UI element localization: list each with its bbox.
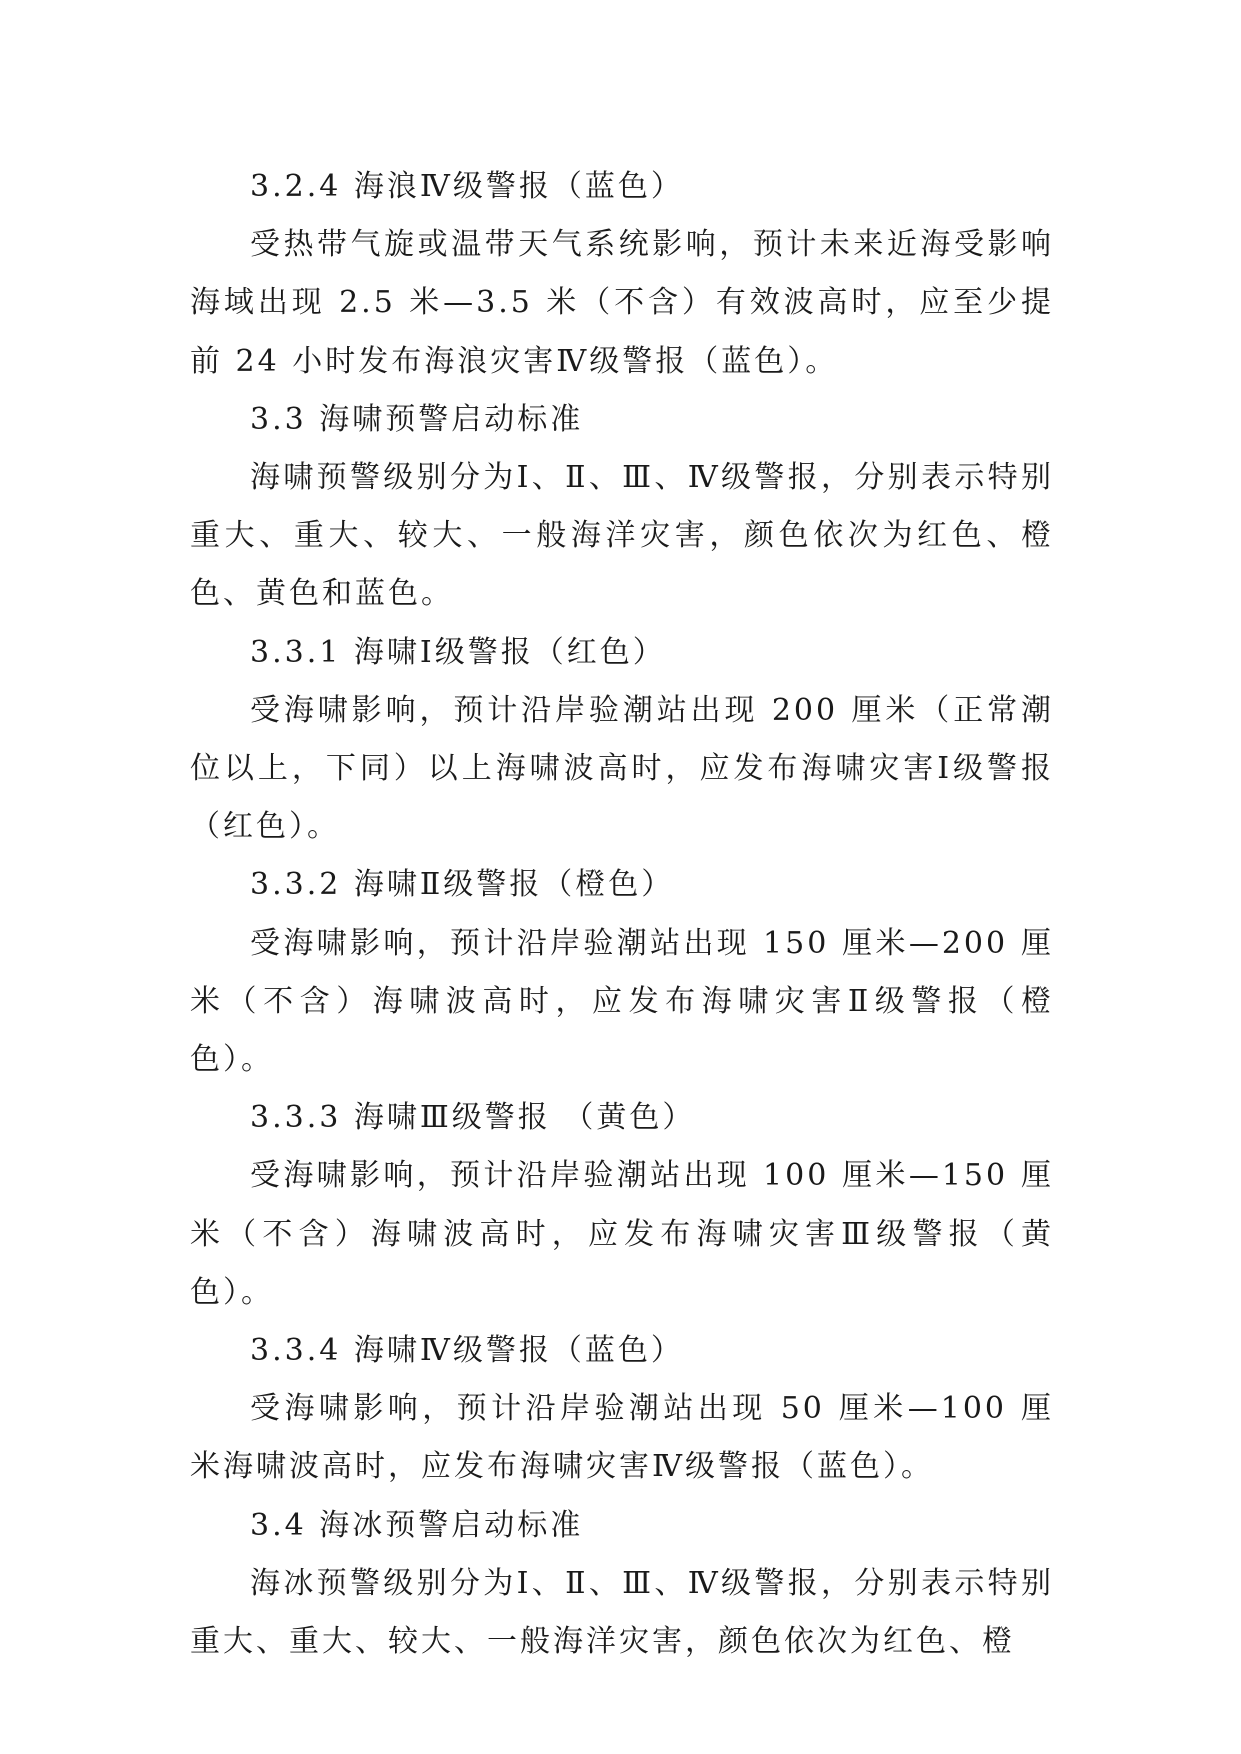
paragraph-tsunami-red-warning: 受海啸影响，预计沿岸验潮站出现 200 厘米（正常潮位以上，下同）以上海啸波高时，应发布海啸灾害Ⅰ级警报（红色）。 [190, 692, 1054, 845]
document-body [190, 158, 1054, 1671]
section-heading-3-3-3: 3.3.3 海啸Ⅲ级警报 （黄色） [250, 1100, 696, 1136]
section-heading-3-2-4: 3.2.4 海浪Ⅳ级警报（蓝色） [250, 169, 684, 204]
paragraph-tsunami-orange-warning: 受海啸影响，预计沿岸验潮站出现 150 厘米—200 厘米（不含）海啸波高时，应发布海啸灾害Ⅱ级警报（橙色）。 [190, 925, 1054, 1078]
section-heading-3-3-1: 3.3.1 海啸Ⅰ级警报（红色） [250, 634, 666, 670]
section-heading-3-4: 3.4 海冰预警启动标准 [250, 1507, 584, 1543]
paragraph-sea-ice-levels: 海冰预警级别分为Ⅰ、Ⅱ、Ⅲ、Ⅳ级警报，分别表示特别重大、重大、较大、一般海洋灾害，颜色依次为红色、橙 [190, 1565, 1054, 1660]
paragraph-wave-blue-warning: 受热带气旋或温带天气系统影响，预计未来近海受影响海域出现 2.5 米—3.5 米（不含）有效波高时，应至少提前 24 小时发布海浪灾害Ⅳ级警报（蓝色）。 [190, 227, 1054, 379]
section-heading-3-3: 3.3 海啸预警启动标准 [250, 401, 584, 437]
paragraph-tsunami-yellow-warning: 受海啸影响，预计沿岸验潮站出现 100 厘米—150 厘米（不含）海啸波高时，应发布海啸灾害Ⅲ级警报（黄色）。 [190, 1158, 1054, 1310]
section-heading-3-3-4: 3.3.4 海啸Ⅳ级警报（蓝色） [250, 1333, 684, 1369]
section-heading-3-3-2: 3.3.2 海啸Ⅱ级警报（橙色） [250, 867, 675, 903]
paragraph-tsunami-levels: 海啸预警级别分为Ⅰ、Ⅱ、Ⅲ、Ⅳ级警报，分别表示特别重大、重大、较大、一般海洋灾害，颜色依次为红色、橙色、黄色和蓝色。 [190, 460, 1054, 612]
paragraph-tsunami-blue-warning: 受海啸影响，预计沿岸验潮站出现 50 厘米—100 厘米海啸波高时，应发布海啸灾害Ⅳ级警报（蓝色）。 [190, 1391, 1054, 1485]
